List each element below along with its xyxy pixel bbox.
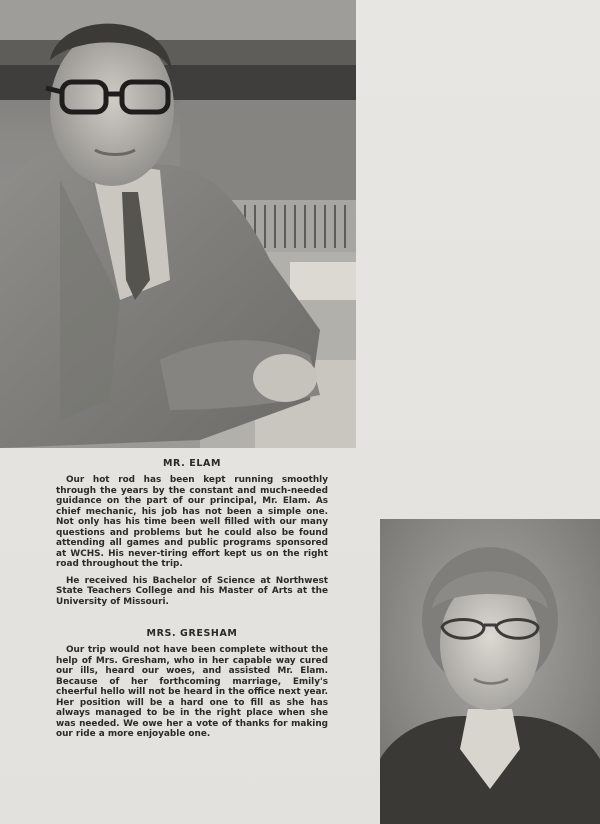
heading-mrs-gresham: MRS. GRESHAM [146, 628, 238, 639]
photo-mr-elam [0, 0, 356, 448]
section-mrs-gresham [56, 628, 328, 740]
photo-mrs-gresham [380, 519, 600, 824]
paragraph-gresham-1: Our trip would not have been complete without the help of Mrs. Gresham, who in her capable way cured our ills, heard our woes, and assisted Mr. Elam. Because of her forthcoming marriage, Emily's cheerful hello will not be heard in the office next year. Her position will be a hard one to fill as she has always managed to be in the right place when she was needed. We owe her a vote of thanks for making our ride a more enjoyable one. [56, 645, 328, 739]
heading-mr-elam: MR. ELAM [162, 458, 221, 469]
paragraph-elam-2: He received his Bachelor of Science at Northwest State Teachers College and his Master of Arts at the University of Missouri. [56, 575, 328, 607]
paragraph-elam-1: Our hot rod has been kept running smoothly through the years by the constant and much-needed guidance on the part of our principal, Mr. Elam. As chief mechanic, his job has not been a simple one. Not only has his time been well filled with our many questions and problems but he could also be found attending all games and public programs sponsored at WCHS. His never-tiring effort kept us on the right road throughout the trip. [56, 475, 328, 569]
section-mr-elam [56, 458, 328, 607]
